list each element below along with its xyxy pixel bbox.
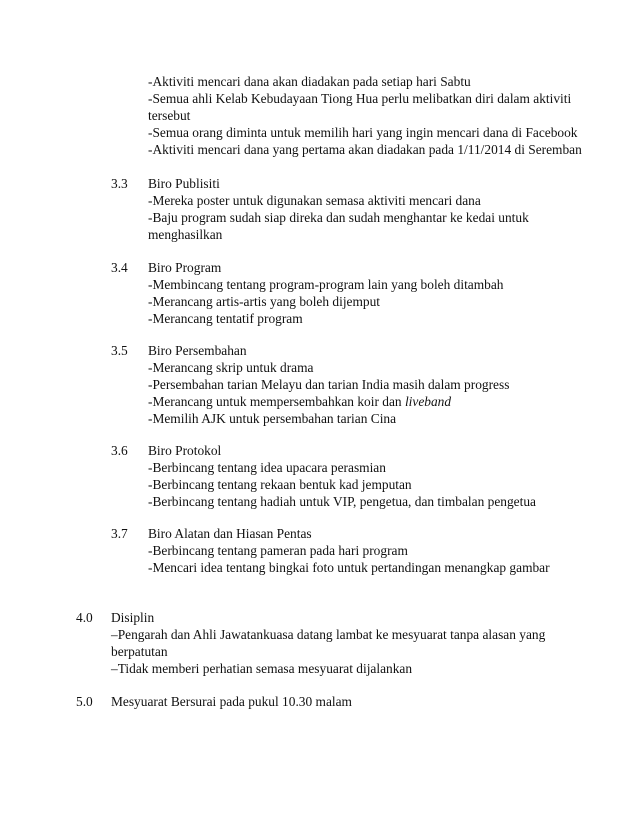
text-line: -Aktiviti mencari dana yang pertama akan diadakan pada 1/11/2014 di Seremban: [148, 142, 582, 157]
text-line-prefix: -Merancang untuk mempersembahkan koir dan: [148, 394, 405, 409]
text-line: –Tidak memberi perhatian semasa mesyuarat dijalankan: [111, 661, 413, 676]
text-line: -Berbincang tentang rekaan bentuk kad jemputan: [148, 477, 412, 492]
text-line: -Membincang tentang program-program lain yang boleh ditambah: [148, 277, 504, 292]
italic-word: liveband: [404, 394, 452, 409]
text-line: -Memilih AJK untuk persembahan tarian Cina: [148, 411, 397, 426]
section-title: Mesyuarat Bersurai pada pukul 10.30 malam: [111, 694, 352, 709]
section-title: Biro Alatan dan Hiasan Pentas: [148, 526, 312, 541]
text-line: -Merancang artis-artis yang boleh dijemput: [148, 294, 381, 309]
section-number: 3.4: [111, 260, 128, 275]
section-title: Biro Publisiti: [148, 176, 220, 191]
text-line: –Pengarah dan Ahli Jawatankuasa datang lambat ke mesyuarat tanpa alasan yang: [111, 627, 546, 642]
text-line: -Semua ahli Kelab Kebudayaan Tiong Hua perlu melibatkan diri dalam aktiviti: [148, 91, 572, 106]
text-line: -Semua orang diminta untuk memilih hari yang ingin mencari dana di Facebook: [148, 125, 578, 140]
text-line: -Mereka poster untuk digunakan semasa aktiviti mencari dana: [148, 193, 481, 208]
text-line: -Merancang tentatif program: [148, 311, 303, 326]
text-line: -Merancang skrip untuk drama: [148, 360, 314, 375]
section-title: Biro Persembahan: [148, 343, 247, 358]
text-line: -Baju program sudah siap direka dan sudah menghantar ke kedai untuk: [148, 210, 529, 225]
text-line: berpatutan: [111, 644, 168, 659]
section-number: 4.0: [76, 610, 93, 625]
section-number: 3.7: [111, 526, 128, 541]
text-line: menghasilkan: [148, 227, 223, 242]
text-line: -Mencari idea tentang bingkai foto untuk pertandingan menangkap gambar: [148, 560, 550, 575]
text-line: -Berbincang tentang hadiah untuk VIP, pengetua, dan timbalan pengetua: [148, 494, 536, 509]
text-line: -Persembahan tarian Melayu dan tarian India masih dalam progress: [148, 377, 510, 392]
section-title: Biro Protokol: [148, 443, 222, 458]
text-line: -Berbincang tentang pameran pada hari program: [148, 543, 408, 558]
section-number: 3.6: [111, 443, 128, 458]
section-number: 3.5: [111, 343, 128, 358]
text-line: -Aktiviti mencari dana akan diadakan pada setiap hari Sabtu: [148, 74, 471, 89]
text-line: -Berbincang tentang idea upacara perasmian: [148, 460, 386, 475]
section-number: 5.0: [76, 694, 93, 709]
section-title: Disiplin: [111, 610, 155, 625]
text-line: tersebut: [148, 108, 191, 123]
section-title: Biro Program: [148, 260, 222, 275]
text-line: [148, 393, 451, 410]
section-number: 3.3: [111, 176, 128, 191]
